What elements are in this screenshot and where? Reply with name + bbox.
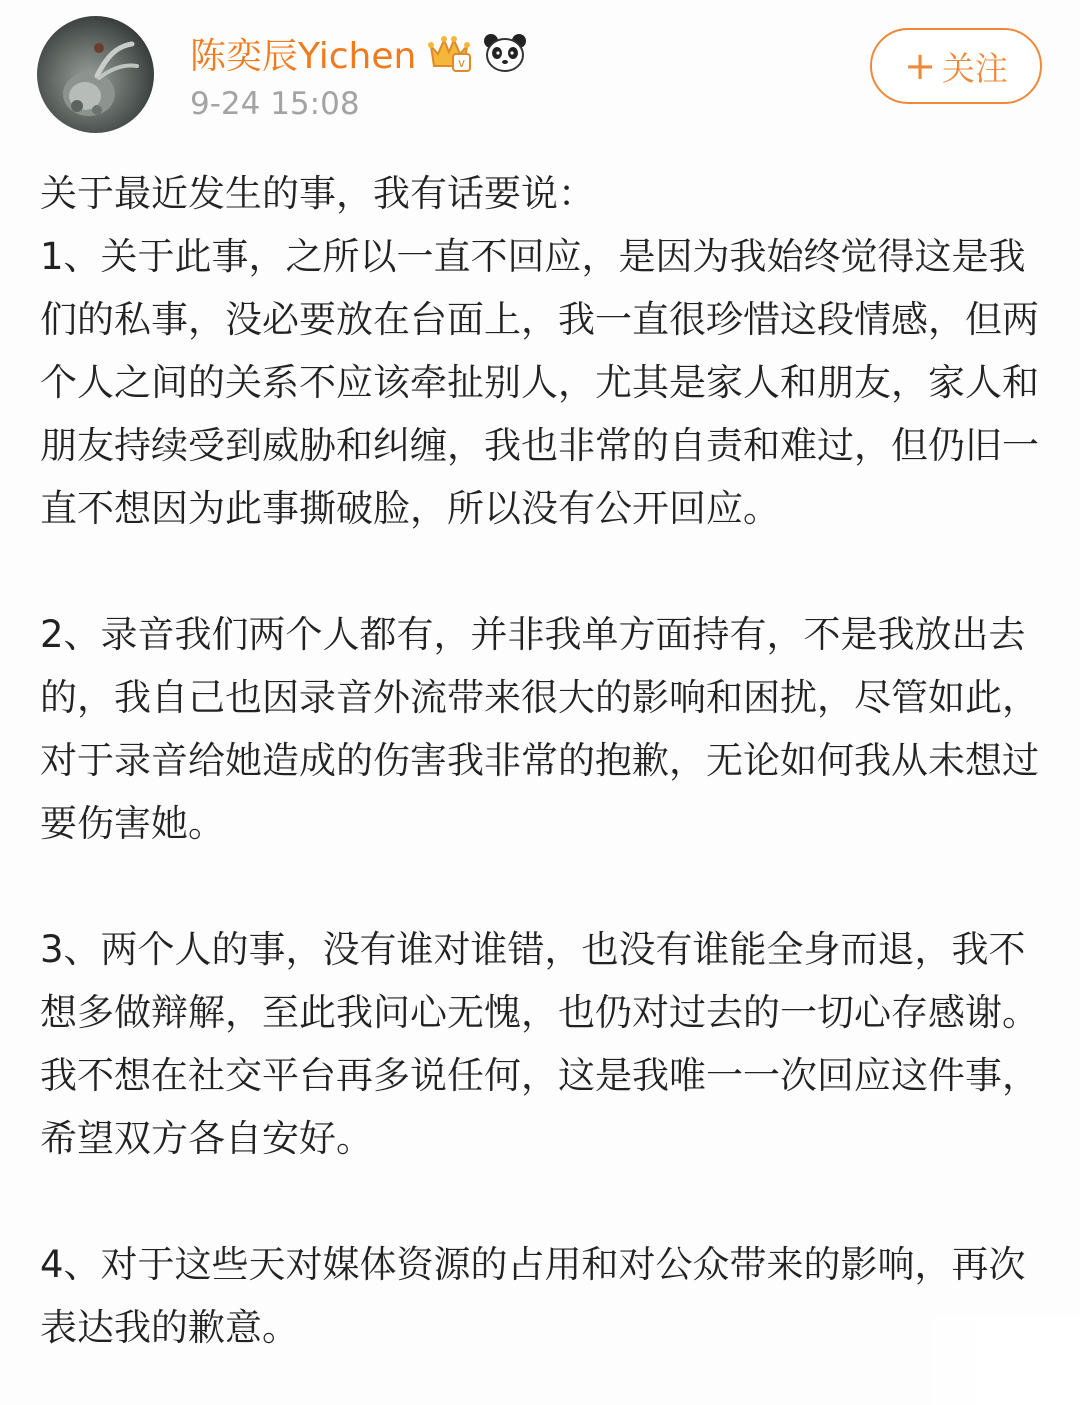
post-header [0,0,1080,150]
intro-text: 关于最近发生的事，我有话要说： [40,172,595,215]
follow-label: 关注 [941,48,1008,88]
point-2-text: 2、录音我们两个人都有，并非我单方面持有，不是我放出去的，我自己也因录音外流带来很大的影响和困扰，尽管如此，对于录音给她造成的伤害我非常的抱歉，无论如何我从未想过要伤害她。 [40,613,1039,845]
point-4-text: 4、对于这些天对媒体资源的占用和对公众带来的影响，再次表达我的歉意。 [40,1243,1026,1349]
crown-badge-icon[interactable] [426,32,472,74]
username-row [190,26,528,80]
post-content [40,162,1050,1359]
paragraph-intro-and-1 [40,162,1050,540]
follow-button[interactable] [870,28,1042,104]
panda-icon [482,32,528,74]
watermark-fade [910,1315,1080,1405]
username[interactable]: 陈奕辰Yichen [190,35,417,77]
plus-icon: + [904,44,936,88]
svg-text:v: v [458,56,466,70]
point-3-text: 3、两个人的事，没有谁对谁错，也没有谁能全身而退，我不想多做辩解，至此我问心无愧，也仍对过去的一切心存感谢。我不想在社交平台再多说任何，这是我唯一一次回应这件事，希望双方各自安好。 [40,928,1039,1160]
avatar-image [37,16,154,133]
point-1-text: 1、关于此事，之所以一直不回应，是因为我始终觉得这是我们的私事，没必要放在台面上，我一直很珍惜这段情感，但两个人之间的关系不应该牵扯别人，尤其是家人和朋友，家人和朋友持续受到威胁和纠缠，我也非常的自责和难过，但仍旧一直不想因为此事撕破脸，所以没有公开回应。 [40,235,1039,530]
post-timestamp: 9-24 15:08 [190,86,360,122]
avatar[interactable] [37,16,154,133]
